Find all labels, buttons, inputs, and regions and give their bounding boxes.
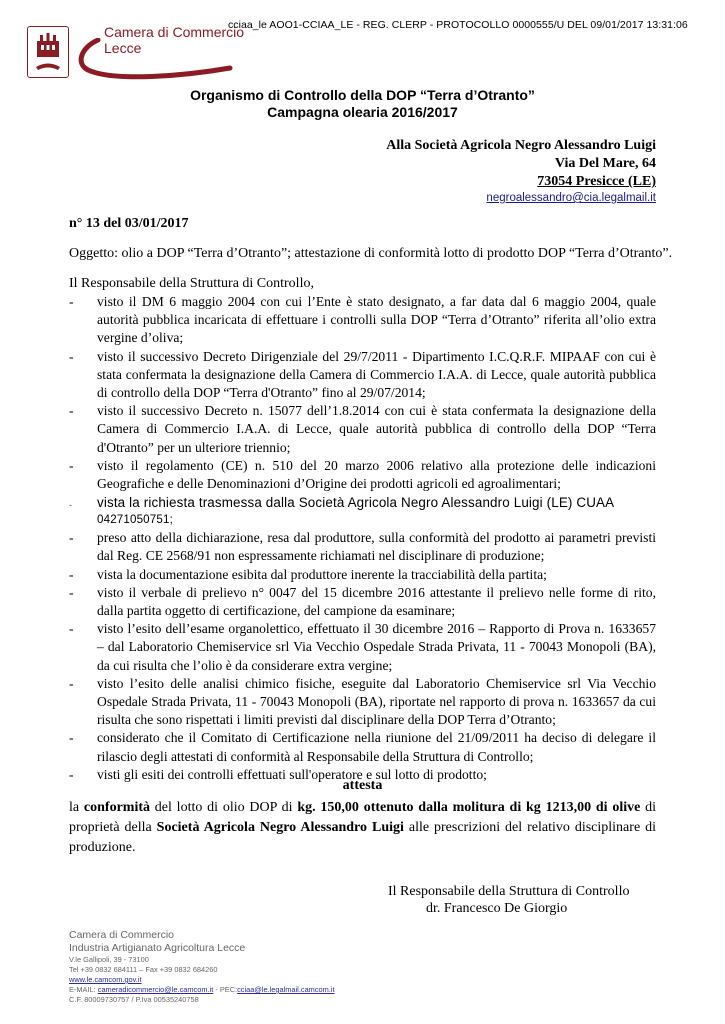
logo-name-line1: Camera di Commercio xyxy=(104,24,245,40)
dash-bullet: - xyxy=(69,730,74,746)
list-item-text: visto il regolamento (CE) n. 510 del 20 marzo 2006 relativo alla protezione delle indicazioni Geografiche e delle Denominazioni d’Origine dei prodotti agricoli ed agroalimentari; xyxy=(97,457,656,492)
chamber-crest-logo xyxy=(27,26,69,78)
footer-phone: Tel +39 0832 684111 – Fax +39 0832 684260 xyxy=(69,965,218,974)
footer-address: V.le Gallipoli, 39 - 73100 xyxy=(69,955,149,964)
attesta-heading: attesta xyxy=(342,778,383,793)
list-item xyxy=(69,348,656,403)
dash-bullet: - xyxy=(69,621,74,637)
document-number: n° 13 del 03/01/2017 xyxy=(69,216,189,231)
list-item-text: visto il successivo Decreto n. 15077 dell’1.8.2014 con cui è stata confermata la designazione della Camera di Commercio I.A.A. di Lecce, quale autorità pubblica di controllo della DOP “Terra d'Otranto” per un ulteriore triennio; xyxy=(97,403,656,455)
logo-wordmark xyxy=(104,24,244,56)
dash-bullet: - xyxy=(69,530,74,546)
conclusion-text: di proprietà della xyxy=(69,800,657,835)
protocol-stamp: cciaa_le AOO1-CCIAA_LE - REG. CLERP - PROTOCOLLO 0000555/U DEL 09/01/2017 13:31:06 xyxy=(228,19,688,31)
list-item xyxy=(69,402,656,457)
recipient-address xyxy=(386,137,656,205)
list-item-text: visti gli esiti dei controlli effettuati sull'operatore e sul lotto di prodotto; xyxy=(97,766,487,782)
list-item xyxy=(69,584,656,620)
list-item-text: visto il successivo Decreto Dirigenziale del 29/7/2011 - Dipartimento I.C.Q.R.F. MIPAAF con cui è stata confermata la designazione della Camera di Commercio I.A.A. di Lecce, quale autorità pubblica di controllo della DOP “Terra d'Otranto” fino al 29/07/2014; xyxy=(97,348,656,401)
dash-bullet: - xyxy=(69,500,73,511)
list-item xyxy=(69,293,656,348)
title-line2: Campagna olearia 2016/2017 xyxy=(267,104,458,120)
dash-bullet: - xyxy=(69,766,74,782)
footer-contacts xyxy=(69,929,335,1005)
footer-email-label: E-MAIL: xyxy=(69,985,98,994)
list-item-text: visto l’esito dell’esame organolettico, effettuato il 30 dicembre 2016 – Rapporto di Prova n. 1633657 – dal Laboratorio Chemiservice srl Via Vecchio Ospedale Strada Privata, 11 - 70043 Monopoli (BA), da cui risulta che l’olio è da considerare extra vergine; xyxy=(97,621,656,673)
list-item xyxy=(69,675,656,730)
list-item-text: vista la documentazione esibita dal produttore inerente la tracciabilità della partita; xyxy=(97,566,547,582)
list-item xyxy=(69,620,656,675)
conclusion-text: del lotto di olio DOP di xyxy=(150,800,298,815)
cuaa-code: 04271050751; xyxy=(97,513,173,527)
conclusion-bold-text: conformità xyxy=(83,800,150,815)
dash-bullet: - xyxy=(69,584,74,600)
list-item-text: visto l’esito delle analisi chimico fisiche, eseguite dal Laboratorio Chemiservice srl Via Vecchio Ospedale Strada Privata, 11 - 70043 Monopoli (BA), riportate nel rapporto di prova n. 1633657 da cui risulta che sono rispettati i limiti previsti dal disciplinare della DOP Terra d’Otranto; xyxy=(97,675,656,728)
title-line1: Organismo di Controllo della DOP “Terra d’Otranto” xyxy=(190,87,535,103)
footer-email-link[interactable]: cameradicommercio@le.camcom.it xyxy=(97,985,214,994)
footer-line1: Camera di Commercio xyxy=(69,929,175,941)
list-item xyxy=(69,493,656,526)
list-item-text: considerato che il Comitato di Certificazione nella riunione del 21/09/2011 ha deciso di delegare il rilascio degli attestati di conformità al Responsabile della Struttura di Controllo; xyxy=(97,730,656,764)
conclusion-text: la xyxy=(69,800,84,815)
intro-line: Il Responsabile della Struttura di Controllo, xyxy=(69,276,314,291)
signature-role: Il Responsabile della Struttura di Controllo xyxy=(388,884,630,899)
footer-line2: Industria Artigianato Agricoltura Lecce xyxy=(69,942,246,954)
list-item xyxy=(69,566,656,584)
dash-bullet: - xyxy=(69,294,74,309)
list-item xyxy=(69,457,656,493)
conclusion-text: alle prescrizioni del relativo disciplinare di produzione. xyxy=(69,820,657,855)
conclusion-bold-text: kg. 150,00 ottenuto dalla molitura di kg 1213,00 di olive xyxy=(297,800,641,815)
list-item-text: visto il DM 6 maggio 2004 con cui l’Ente è stato designato, a far data dal 6 maggio 2004, quale autorità pubblica incaricata di effettuare i controlli sulla DOP “Terra d’Otranto” riferita all’olio extra vergine d’oliva; xyxy=(97,294,656,346)
conclusion-paragraph xyxy=(69,798,656,858)
list-item xyxy=(69,729,656,765)
list-item-text: visto il verbale di prelievo n° 0047 del 15 dicembre 2016 attestante il prelievo nelle forme di rito, dalla partita oggetto di certificazione, del campione da esaminare; xyxy=(97,584,656,619)
list-item xyxy=(69,529,656,565)
conclusion-bold-text: Società Agricola Negro Alessandro Luigi xyxy=(156,820,404,835)
recipient-email-link[interactable]: negroalessandro@cia.legalmail.it xyxy=(486,192,656,204)
dash-bullet: - xyxy=(69,348,74,364)
subject-line: Oggetto: olio a DOP “Terra d’Otranto”; attestazione di conformità lotto di prodotto DOP “Terra d’Otranto”. xyxy=(69,246,673,261)
footer-website-link[interactable]: www.le.camcom.gov.it xyxy=(69,975,142,984)
considerations-list xyxy=(69,293,656,784)
logo-name-line2: Lecce xyxy=(104,40,142,56)
dash-bullet: - xyxy=(69,403,74,419)
list-item-text: preso atto della dichiarazione, resa dal produttore, sulla conformità del prodotto ai parametri previsti dal Reg. CE 2568/91 non espressamente richiamati nel disciplinare di produzione; xyxy=(97,530,656,564)
recipient-city: 73054 Presicce (LE) xyxy=(537,174,656,189)
document-title xyxy=(0,87,725,121)
footer-fiscal: C.F. 80009730757 / P.Iva 00535240758 xyxy=(69,995,199,1004)
dash-bullet: - xyxy=(69,457,74,473)
signature-name: dr. Francesco De Giorgio xyxy=(426,901,568,916)
recipient-name: Alla Società Agricola Negro Alessandro Luigi xyxy=(386,138,656,153)
dash-bullet: - xyxy=(69,675,74,691)
recipient-street: Via Del Mare, 64 xyxy=(554,156,656,171)
footer-pec-label: - PEC: xyxy=(213,985,238,994)
list-item-text: vista la richiesta trasmessa dalla Società Agricola Negro Alessandro Luigi (LE) CUAA xyxy=(97,495,615,511)
dash-bullet: - xyxy=(69,566,74,582)
footer-pec-link[interactable]: cciaa@le.legalmail.camcom.it xyxy=(237,985,335,994)
